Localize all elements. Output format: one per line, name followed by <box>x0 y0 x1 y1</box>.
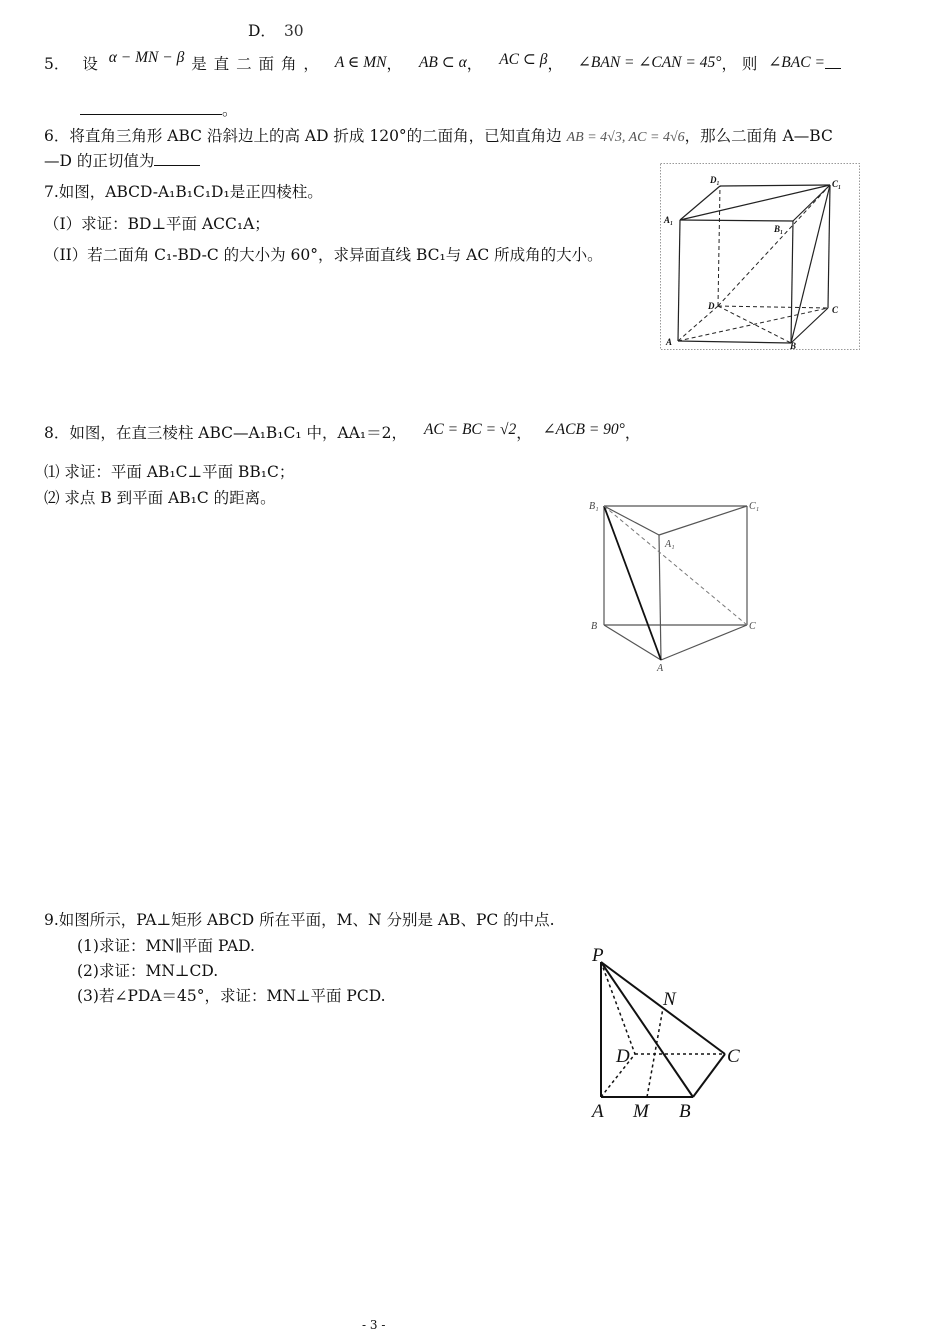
label-n: N <box>663 989 676 1010</box>
edge-b-c <box>791 308 828 343</box>
edge-a1-c1 <box>659 506 747 535</box>
q5-answer-blank[interactable] <box>825 68 841 69</box>
edge-b-c <box>693 1054 725 1097</box>
label-d1: D₁ <box>710 175 720 185</box>
edge-a1-b1 <box>680 220 793 221</box>
label-c: C <box>832 305 839 315</box>
edge-a-c-hidden <box>678 308 828 341</box>
label-a1: A₁ <box>664 215 674 225</box>
question-6: 6．将直角三角形 ABC 沿斜边上的高 AD 折成 120°的二面角，已知直角边 AB = 4√3, AC = 4√6，那么二面角 A—BC <box>44 127 833 145</box>
label-a: A <box>592 1101 604 1122</box>
question-7-stem: 7.如图，ABCD-A₁B₁C₁D₁是正四棱柱。 <box>44 183 323 201</box>
edge-a1-c1 <box>680 185 830 220</box>
label-b: B <box>591 621 598 632</box>
edge-c1-b <box>791 185 830 343</box>
prism-figure-q7 <box>660 163 860 350</box>
label-d: D <box>708 301 715 311</box>
question-8-part-2: ⑵ 求点 B 到平面 AB₁C 的距离。 <box>44 489 276 507</box>
edge-d-d1-hidden <box>718 186 720 306</box>
edge-a1-a <box>659 535 661 660</box>
edge-c1-c <box>828 185 830 308</box>
edge-a-d-hidden <box>678 306 718 341</box>
edge-p-b <box>601 962 693 1097</box>
edge-b-a <box>604 625 661 660</box>
edge-a1-a <box>678 220 680 341</box>
label-b: B <box>679 1101 691 1122</box>
question-8-stem: 8．如图，在直三棱柱 ABC—A₁B₁C₁ 中，AA₁＝2， AC = BC = √2， ∠ACB = 90°， <box>44 421 641 442</box>
question-7-part-1: （I）求证：BD⊥平面 ACC₁A； <box>44 215 270 233</box>
prism-figure-q8 <box>585 495 765 675</box>
label-p: P <box>592 945 604 966</box>
q6-answer-blank[interactable] <box>154 165 200 166</box>
edge-a-b <box>678 341 791 343</box>
edge-d1-c1 <box>720 185 830 186</box>
label-a1: A₁ <box>665 539 675 550</box>
q5-answer-line: 。 <box>80 98 238 120</box>
question-7-part-2: （II）若二面角 C₁-BD-C 的大小为 60°，求异面直线 BC₁与 AC 所成角的大小。 <box>44 246 603 264</box>
edge-a-c <box>661 625 747 660</box>
question-9-stem: 9.如图所示，PA⊥矩形 ABCD 所在平面，M、N 分别是 AB、PC 的中点. <box>44 911 555 929</box>
label-a: A <box>666 337 673 347</box>
label-d: D <box>616 1046 630 1067</box>
label-m: M <box>633 1101 649 1122</box>
label-c: C <box>749 621 756 632</box>
label-c1: C₁ <box>832 179 842 189</box>
edge-b1-b <box>791 221 793 343</box>
label-c1: C₁ <box>749 501 760 512</box>
question-8-part-1: ⑴ 求证：平面 AB₁C⊥平面 BB₁C； <box>44 463 295 481</box>
label-b: B <box>790 341 797 350</box>
question-6-line2: —D 的正切值为 <box>44 149 200 171</box>
edge-d-c1-hidden <box>718 185 830 306</box>
label-b1: B₁ <box>774 224 784 234</box>
label-b1: B₁ <box>589 501 599 512</box>
label-a: A <box>657 663 664 674</box>
segment-m-n-hidden <box>647 1008 663 1097</box>
edge-d-c-hidden <box>718 306 828 308</box>
question-9-part-3: (3)若∠PDA＝45°，求证：MN⊥平面 PCD. <box>77 987 386 1005</box>
q5-expr-dihedral: α − MN − β <box>108 49 185 66</box>
question-5: 5． 设 α − MN − β 是 直 二 面 角 ， A ∈ MN， AB ⊂ α， AC ⊂ β， ∠BAN = ∠CAN = 45°， 则 ∠BAC = <box>44 52 841 74</box>
label-c: C <box>727 1046 740 1067</box>
page-number: - 3 - <box>362 1318 386 1332</box>
question-9-part-1: (1)求证：MN∥平面 PAD. <box>77 937 255 955</box>
pyramid-figure-q9 <box>585 940 755 1125</box>
q4-option-d: D． 30 <box>248 22 304 40</box>
q5-answer-blank-2[interactable] <box>80 114 222 115</box>
question-9-part-2: (2)求证：MN⊥CD. <box>77 962 219 980</box>
